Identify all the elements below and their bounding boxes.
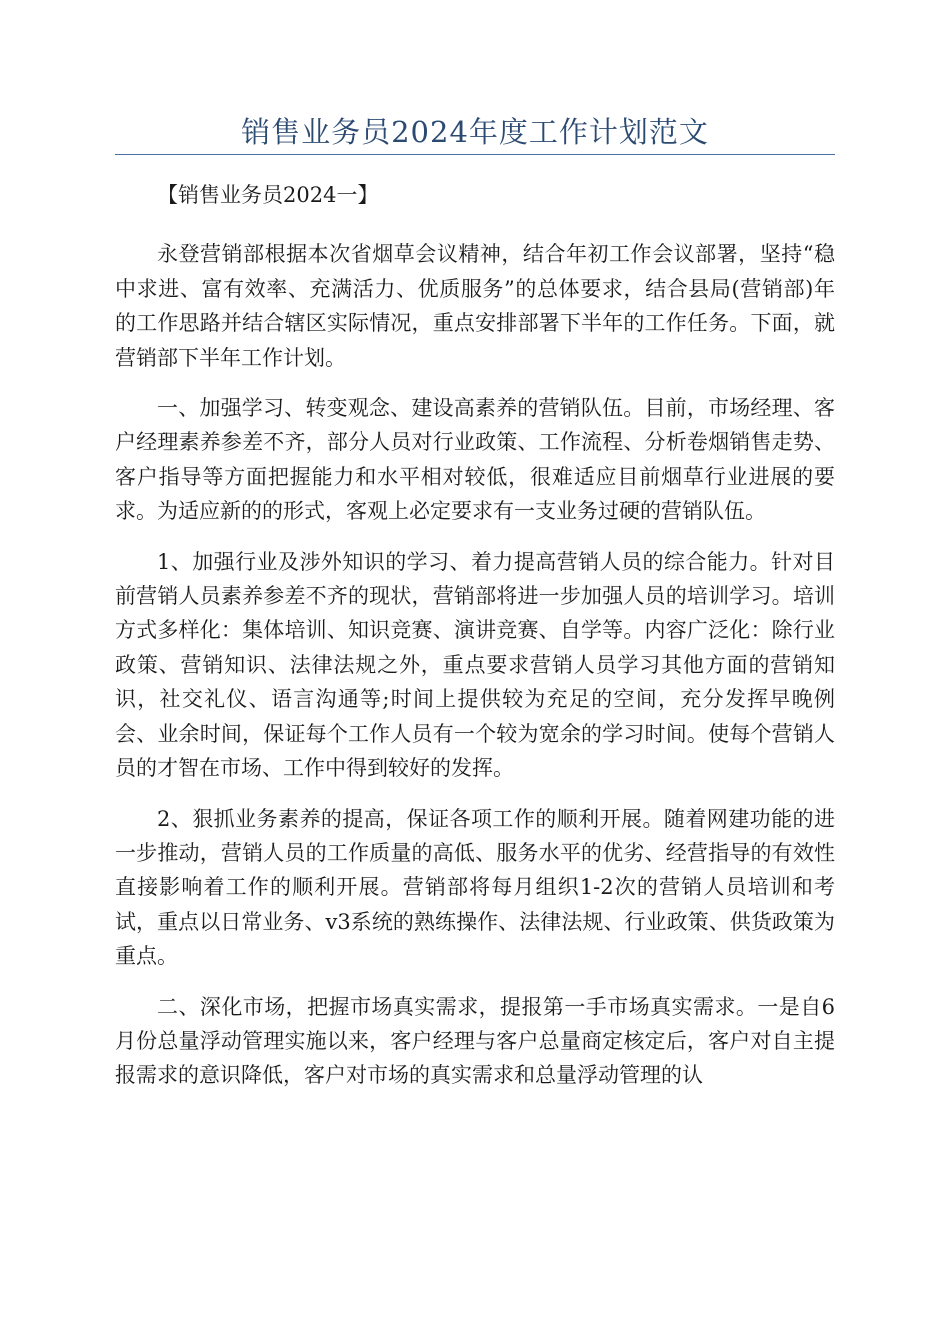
paragraph-section-one: 一、加强学习、转变观念、建设高素养的营销队伍。目前，市场经理、客户经理素养参差不齐，部分人员对行业政策、工作流程、分析卷烟销售走势、客户指导等方面把握能力和水平相对较低，很难适应目前烟草行业进展的要求。为适应新的的形式，客观上必定要求有一支业务过硬的营销队伍。 — [115, 396, 835, 524]
title-underline — [115, 154, 835, 155]
paragraph-item-one: 1、加强行业及涉外知识的学习、着力提高营销人员的综合能力。针对目前营销人员素养参差不齐的现状，营销部将进一步加强人员的培训学习。培训方式多样化：集体培训、知识竞赛、演讲竞赛、自学等。内容广泛化：除行业政策、营销知识、法律法规之外，重点要求营销人员学习其他方面的营销知识，社交礼仪、语言沟通等;时间上提供较为充足的空间，充分发挥早晚例会、业余时间，保证每个工作人员有一个较为宽余的学习时间。使每个营销人员的才智在市场、工作中得到较好的发挥。 — [115, 549, 835, 781]
document-title: 销售业务员2024年度工作计划范文 — [241, 115, 709, 149]
paragraph-item-two: 2、狠抓业务素养的提高，保证各项工作的顺利开展。随着网建功能的进一步推动，营销人员的工作质量的高低、服务水平的优劣、经营指导的有效性直接影响着工作的顺利开展。营销部将每月组织1-2次的营销人员培训和考试，重点以日常业务、v3系统的熟练操作、法律法规、行业政策、供货政策为重点。 — [115, 806, 835, 969]
paragraph-section-two: 二、深化市场，把握市场真实需求，提报第一手市场真实需求。一是自6月份总量浮动管理实施以来，客户经理与客户总量商定核定后，客户对自主提报需求的意识降低，客户对市场的真实需求和总量浮动管理的认 — [115, 994, 835, 1088]
paragraph-intro: 永登营销部根据本次省烟草会议精神，结合年初工作会议部署，坚持“稳中求进、富有效率、充满活力、优质服务”的总体要求，结合县局(营销部)年的工作思路并结合辖区实际情况，重点安排部署下半年的工作任务。下面，就营销部下半年工作计划。 — [115, 242, 835, 370]
section-subheading: 【销售业务员2024一】 — [157, 183, 379, 207]
document-body — [115, 178, 835, 1109]
